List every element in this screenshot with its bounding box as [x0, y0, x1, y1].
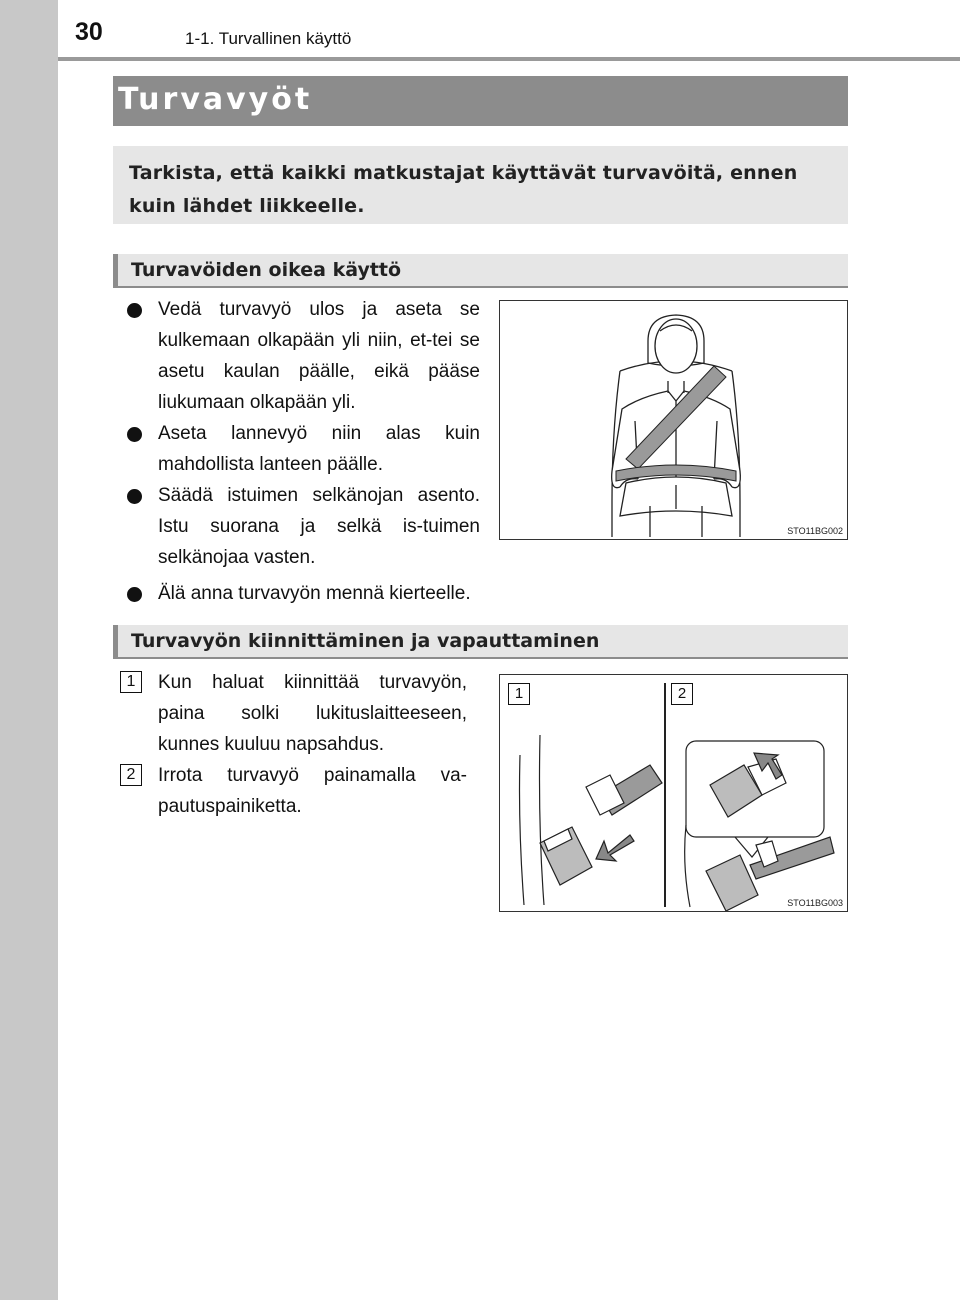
- figure-code: STO11BG003: [787, 898, 843, 908]
- figure-seated-person-with-belt: [499, 300, 848, 540]
- bullet-text: Älä anna turvavyön mennä kierteelle.: [158, 583, 471, 604]
- figure-label-1: 1: [508, 683, 530, 705]
- bullet-dot-icon: [127, 427, 142, 442]
- section-heading-text: Turvavyön kiinnittäminen ja vapauttaminen: [131, 630, 600, 652]
- intro-text: Tarkista, että kaikki matkustajat käyttävät turvavöitä, ennen kuin lähdet liikkeelle.: [129, 162, 798, 217]
- section-heading-text: Turvavöiden oikea käyttö: [131, 259, 402, 281]
- header-section-title: 1-1. Turvallinen käyttö: [185, 29, 352, 48]
- page-number: 30: [75, 18, 103, 46]
- buckle-illustration: [500, 675, 847, 911]
- section-heading-fasten-release: [113, 625, 848, 659]
- bullet-dot-icon: [127, 587, 142, 602]
- figure-label-2: 2: [671, 683, 693, 705]
- bullet-text: Aseta lannevyö niin alas kuin mahdollista lanteen päälle.: [158, 423, 480, 475]
- step-text: Kun haluat kiinnittää turvavyön, paina solki lukituslaitteeseen, kunnes kuuluu napsahdus.: [158, 672, 467, 755]
- bullet-dot-icon: [127, 489, 142, 504]
- step-number: 1: [120, 671, 142, 693]
- bullet-text: Vedä turvavyö ulos ja aseta se kulkemaan olkapään yli niin, et-tei se asetu kaulan päälle, eikä pääse liukumaan olkapään yli.: [158, 299, 480, 413]
- seated-person-illustration: [500, 301, 847, 539]
- figure-buckle-fasten-release: [499, 674, 848, 912]
- bullet-dot-icon: [127, 303, 142, 318]
- side-band: [0, 0, 58, 1300]
- step-text: Irrota turvavyö painamalla va-pautuspainiketta.: [158, 765, 467, 817]
- bullet-text: Säädä istuimen selkänojan asento. Istu suorana ja selkä is-tuimen selkänojaa vasten.: [158, 485, 480, 568]
- step-number: 2: [120, 764, 142, 786]
- section-heading-correct-use: [113, 254, 848, 288]
- page-title: Turvavyöt: [118, 82, 313, 117]
- intro-box: [113, 146, 848, 224]
- figure-code: STO11BG002: [787, 526, 843, 536]
- header-rule: [58, 57, 960, 61]
